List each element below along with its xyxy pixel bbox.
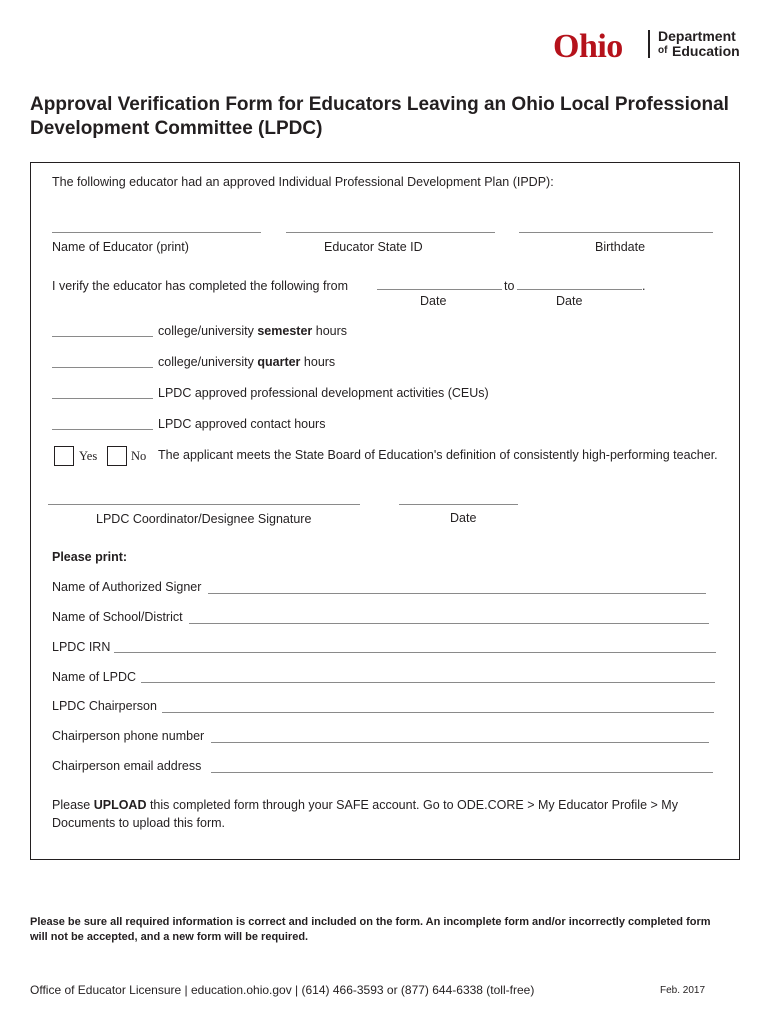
logo-of-text: of — [658, 45, 668, 56]
birthdate-label: Birthdate — [595, 240, 646, 254]
chairperson-email-label: Chairperson email address — [52, 759, 202, 773]
ceu-hours-field[interactable] — [52, 398, 153, 399]
lpdc-irn-field[interactable] — [114, 652, 716, 653]
lpdc-name-label: Name of LPDC — [52, 670, 137, 684]
chairperson-phone-label: Chairperson phone number — [52, 729, 205, 743]
no-label: No — [131, 449, 147, 463]
quarter-hours-field[interactable] — [52, 367, 153, 368]
period-mark: . — [642, 279, 646, 293]
semester-hours-label: college/university semester hours — [158, 324, 348, 338]
quarter-hours-label: college/university quarter hours — [158, 355, 336, 369]
logo-department-text: Department — [658, 28, 736, 44]
please-print-heading: Please print: — [52, 550, 128, 564]
to-date-field[interactable] — [517, 289, 642, 290]
contact-hours-label: LPDC approved contact hours — [158, 417, 326, 431]
educator-name-field[interactable] — [52, 232, 261, 233]
upload-instruction-line2: Documents to upload this form. — [52, 816, 225, 830]
signature-date-field[interactable] — [399, 504, 518, 505]
educator-state-id-label: Educator State ID — [324, 240, 423, 254]
authorized-signer-field[interactable] — [208, 593, 706, 594]
signature-label: LPDC Coordinator/Designee Signature — [96, 512, 312, 526]
logo-divider — [648, 30, 650, 58]
footer-date: Feb. 2017 — [660, 985, 706, 996]
lpdc-irn-label: LPDC IRN — [52, 640, 111, 654]
yes-label: Yes — [79, 449, 98, 463]
authorized-signer-label: Name of Authorized Signer — [52, 580, 202, 594]
footer-contact: Office of Educator Licensure | education.ohio.gov | (614) 466-3593 or (877) 644-6338 (toll-free) — [30, 983, 535, 997]
logo-education-text: Education — [672, 43, 740, 59]
lpdc-name-field[interactable] — [141, 682, 715, 683]
educator-name-label: Name of Educator (print) — [52, 240, 189, 254]
to-label: to — [504, 279, 515, 293]
form-container — [30, 162, 740, 860]
semester-hours-field[interactable] — [52, 336, 153, 337]
chairperson-phone-field[interactable] — [211, 742, 709, 743]
upload-instruction-line1: Please UPLOAD this completed form through your SAFE account. Go to ODE.CORE > My Educator Profile > My — [52, 798, 678, 812]
notice-line-1: Please be sure all required information is correct and included on the form. An incomplete form and/or incorrectly completed form — [30, 916, 711, 928]
school-district-field[interactable] — [189, 623, 709, 624]
logo-ohio-wordmark: Ohio — [553, 28, 623, 65]
lpdc-chairperson-field[interactable] — [162, 712, 714, 713]
verify-text: I verify the educator has completed the following from — [52, 279, 348, 293]
no-checkbox[interactable] — [107, 446, 127, 466]
lpdc-chairperson-label: LPDC Chairperson — [52, 699, 157, 713]
yes-checkbox[interactable] — [54, 446, 74, 466]
required-info-notice — [30, 915, 742, 945]
from-date-field[interactable] — [377, 289, 502, 290]
school-district-label: Name of School/District — [52, 610, 183, 624]
ceu-hours-label: LPDC approved professional development activities (CEUs) — [158, 386, 489, 400]
high-performing-text: The applicant meets the State Board of Education's definition of consistently high-performing teacher. — [158, 448, 718, 462]
page-title: Approval Verification Form for Educators Leaving an Ohio Local Professional Development Committee (LPDC) — [30, 94, 729, 139]
from-date-label: Date — [420, 294, 447, 308]
signature-field[interactable] — [48, 504, 360, 505]
to-date-label: Date — [556, 294, 583, 308]
contact-hours-field[interactable] — [52, 429, 153, 430]
birthdate-field[interactable] — [519, 232, 713, 233]
chairperson-email-field[interactable] — [211, 772, 713, 773]
educator-state-id-field[interactable] — [286, 232, 495, 233]
signature-date-label: Date — [450, 511, 477, 525]
intro-text: The following educator had an approved Individual Professional Development Plan (IPDP): — [52, 175, 554, 189]
notice-line-2: will not be accepted, and a new form will be required. — [30, 931, 309, 943]
